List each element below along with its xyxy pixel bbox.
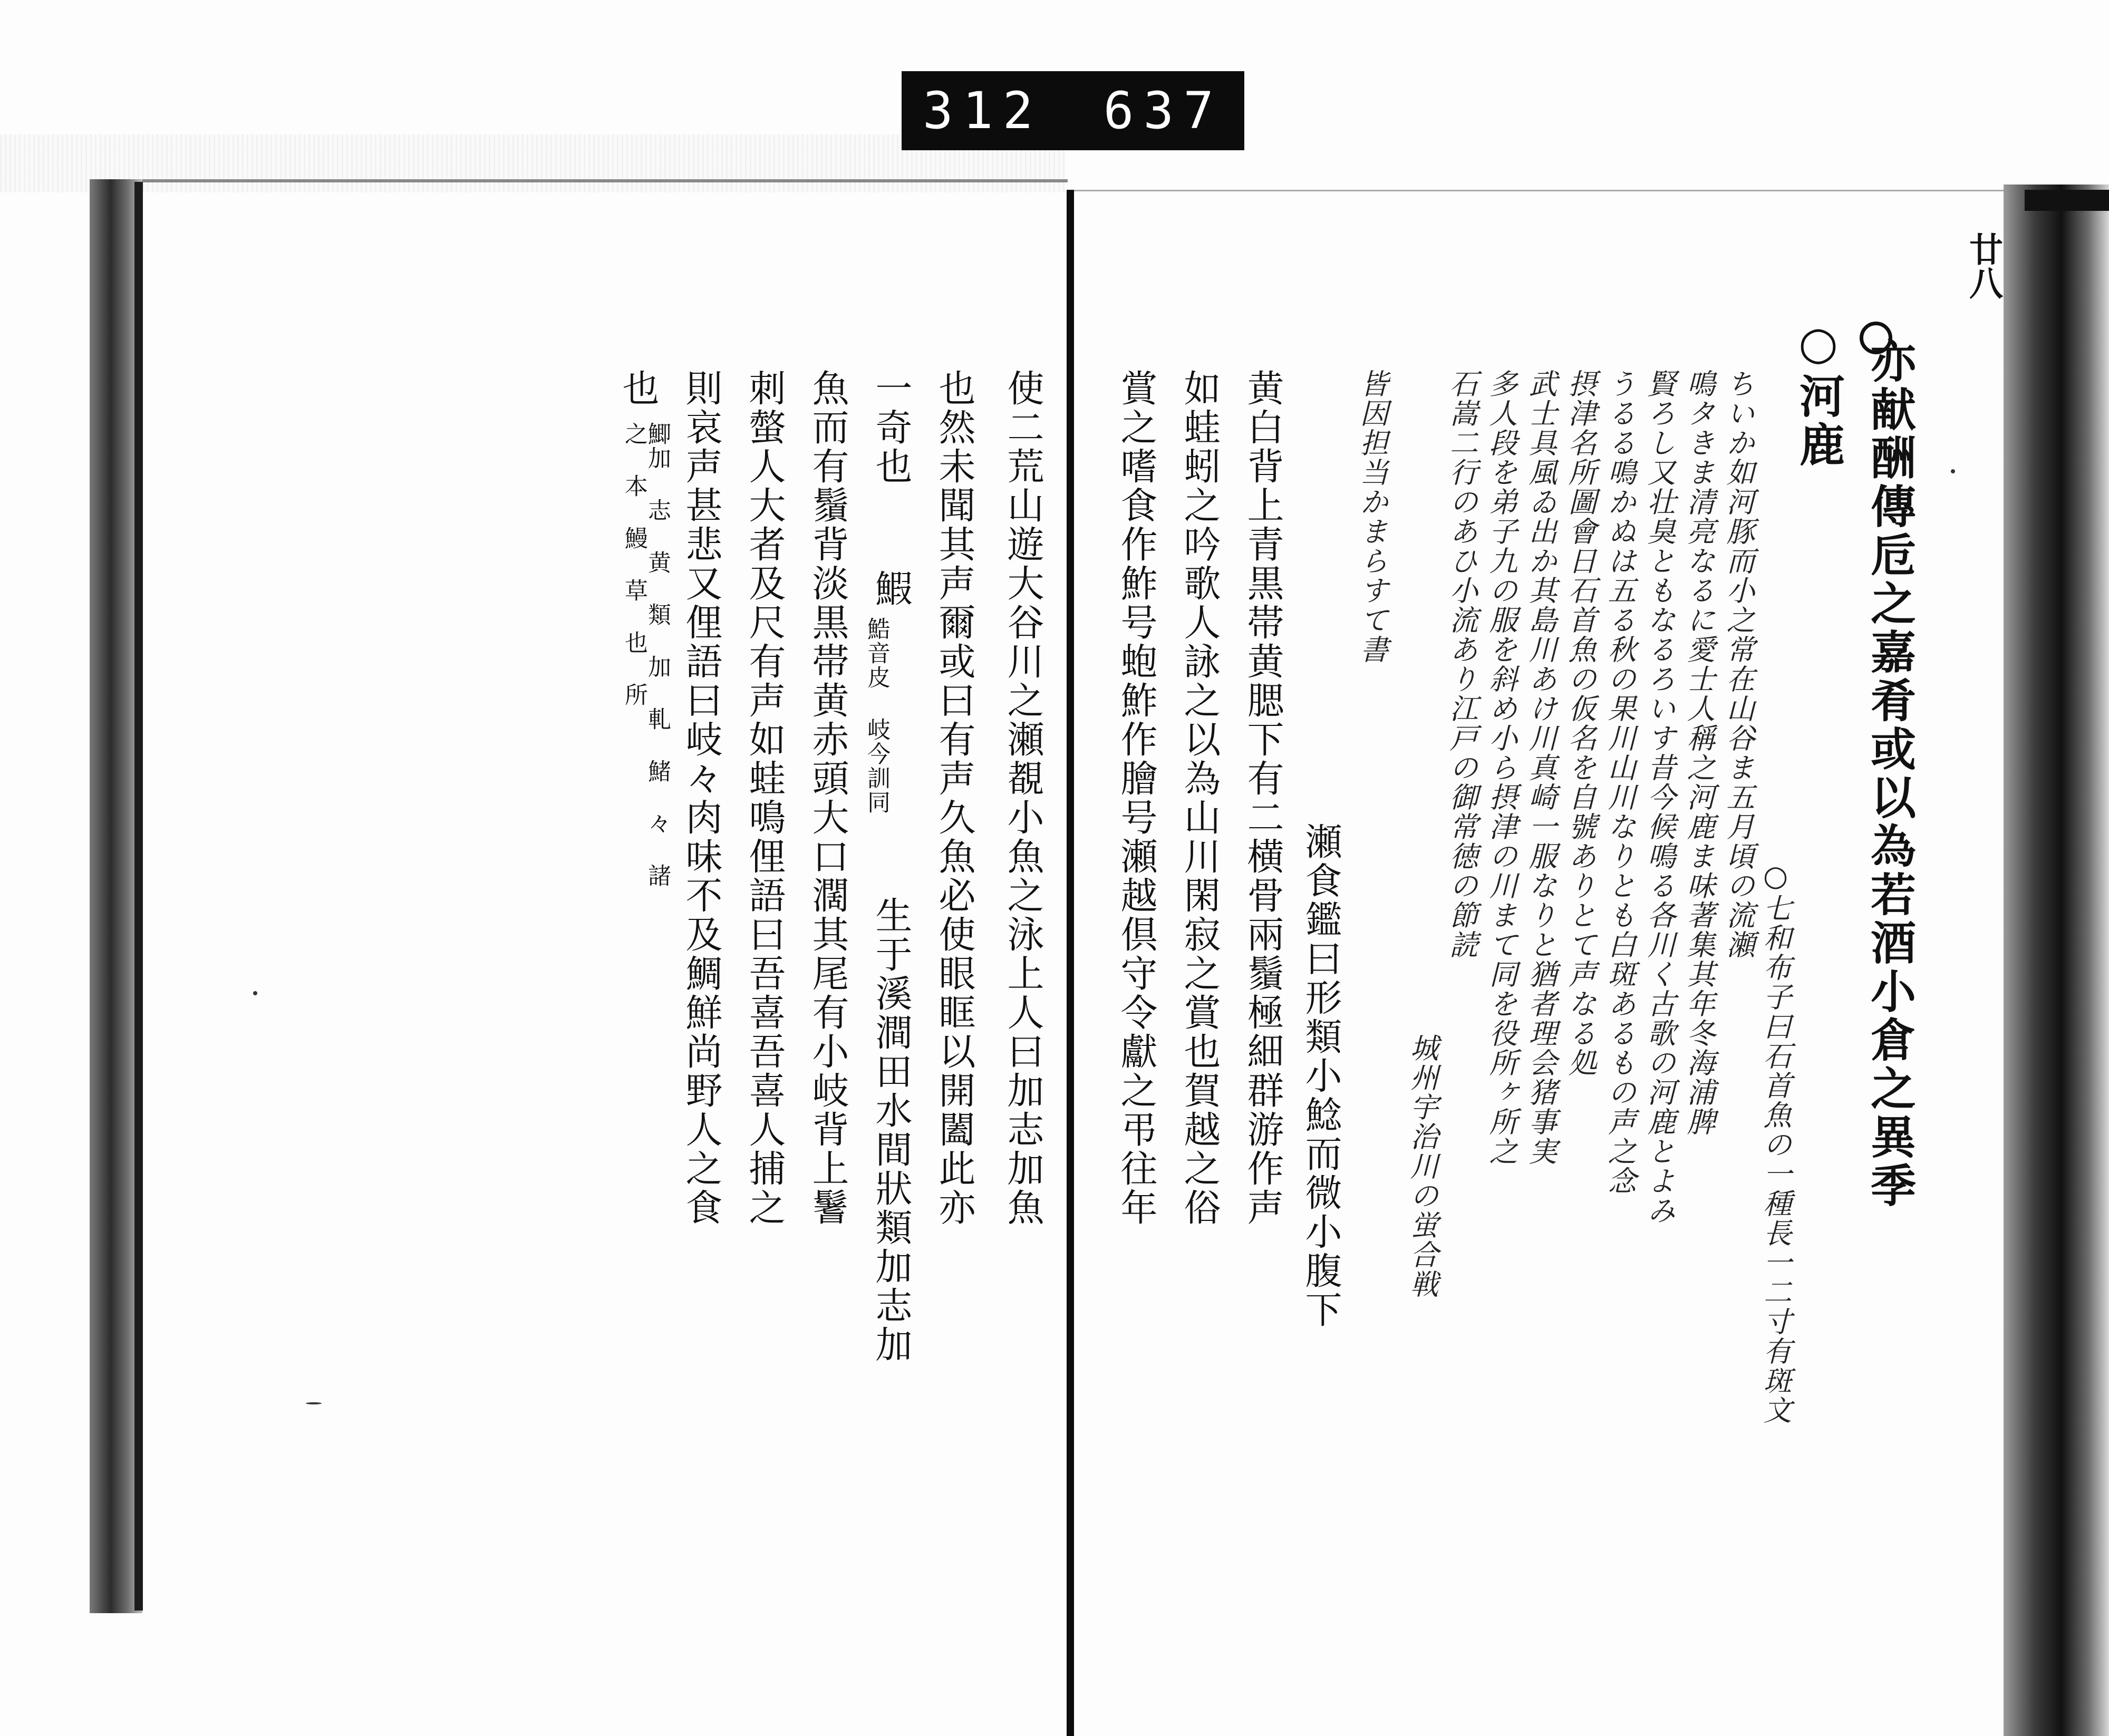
right-col-9: 武士具風ゐ出か其島川あけ川真崎一服なりと猶者理会猪事実 [1524,369,1557,1166]
left-col-3d: 生于溪澗田水間狀類加志加 [869,896,913,1364]
left-col-3a: 一奇也 [869,369,913,486]
right-col-13: 黄白背上青黒帯黄腮下有二横骨兩鬚極細群游作声 [1241,369,1284,1227]
right-col-2-heading: ○河鹿 [1792,316,1845,470]
page-number: 廿八 [1963,232,2003,299]
heading-circle-kajika [1860,322,1892,356]
right-col-14: 如蛙蚓之吟歌人詠之以為山川閑寂之賞也賀越之俗 [1178,369,1221,1227]
right-cover-corner [2025,190,2109,211]
accession-label [902,71,1244,150]
left-col-5: 刺螫人大者及尺有声如蛙鳴俚語曰吾喜吾喜人捕之 [743,369,786,1227]
right-col-12: 皆因担当かまらすて書 [1356,369,1389,664]
left-page-rim [134,182,143,1611]
book-gutter [1067,190,1074,1736]
accession-right-number: 637 [1103,81,1223,140]
scan-speck [253,991,257,995]
scan-speck [1951,469,1955,473]
right-col-11: 石嵩二行のあひ小流あり江戸の御常徳の節読 [1445,369,1478,959]
left-col-3b: 鰕 [869,569,913,608]
left-col-7-notes: 鯽加 志 黄 類 加 軋 鯺 々 諸 之 本 鰻 草 也 所 [621,422,671,888]
right-col-4: ちいか如河豚而小之常在山谷ま五月頃の流瀬 [1722,369,1755,959]
accession-left-number: 312 [923,81,1043,140]
left-col-1: 使二荒山遊大谷川之瀬覩小魚之泳上人曰加志加魚 [1001,369,1044,1227]
right-col-12b: 瀬食鑑曰形類小鯰而微小腹下 [1299,822,1342,1330]
scan-speck [306,1402,322,1404]
left-col-4: 魚而有鬚背淡黒帯黄赤頭大口濶其尾有小岐背上鬐 [806,369,849,1227]
left-col-7: 也 [616,369,660,408]
right-col-5: 鳴タきま清亮なるに愛士人稱之河鹿ま味著集其年冬海浦脾 [1682,369,1716,1137]
right-col-11b: 城州宇治川の蛍合戦 [1406,1033,1439,1299]
left-page-top-edge [134,179,1068,182]
right-page-top-edge [1074,190,2007,191]
left-col-3c: 鯌音皮 岐今訓同 [863,617,890,814]
right-col-1: 亦献酬傳卮之嘉肴或以為若酒小倉之異季 [1863,337,1916,1210]
right-col-7: うるる鳴かぬは五る秋の果川山川なりとも白斑あるもの声之念 [1603,369,1637,1196]
right-col-8: 摂津名所圖會日石首魚の仮名を自號ありとて声なる処 [1564,369,1597,1078]
left-col-6: 則哀声甚悲又俚語曰岐々肉味不及鯛鮮尚野人之食 [680,369,723,1227]
right-col-10: 多人段を弟子九の服を斜め小ら摂津の川まて同を役所ヶ所之 [1485,369,1518,1166]
right-book-edge [2004,185,2109,1736]
right-col-3: ○七和布子曰石首魚の一種長一二寸有斑文 [1759,859,1792,1425]
right-col-6: 賢ろし又壮臭ともなるろいす昔今候鳴る各川く古歌の河鹿とよみ [1643,369,1676,1225]
left-col-2: 也然未聞其声爾或曰有声久魚必使眼眶以開闔此亦 [933,369,976,1227]
right-col-15: 賞之嗜食作鮓号蚫鮓作膾号瀬越倶守令獻之弔往年 [1115,369,1158,1227]
